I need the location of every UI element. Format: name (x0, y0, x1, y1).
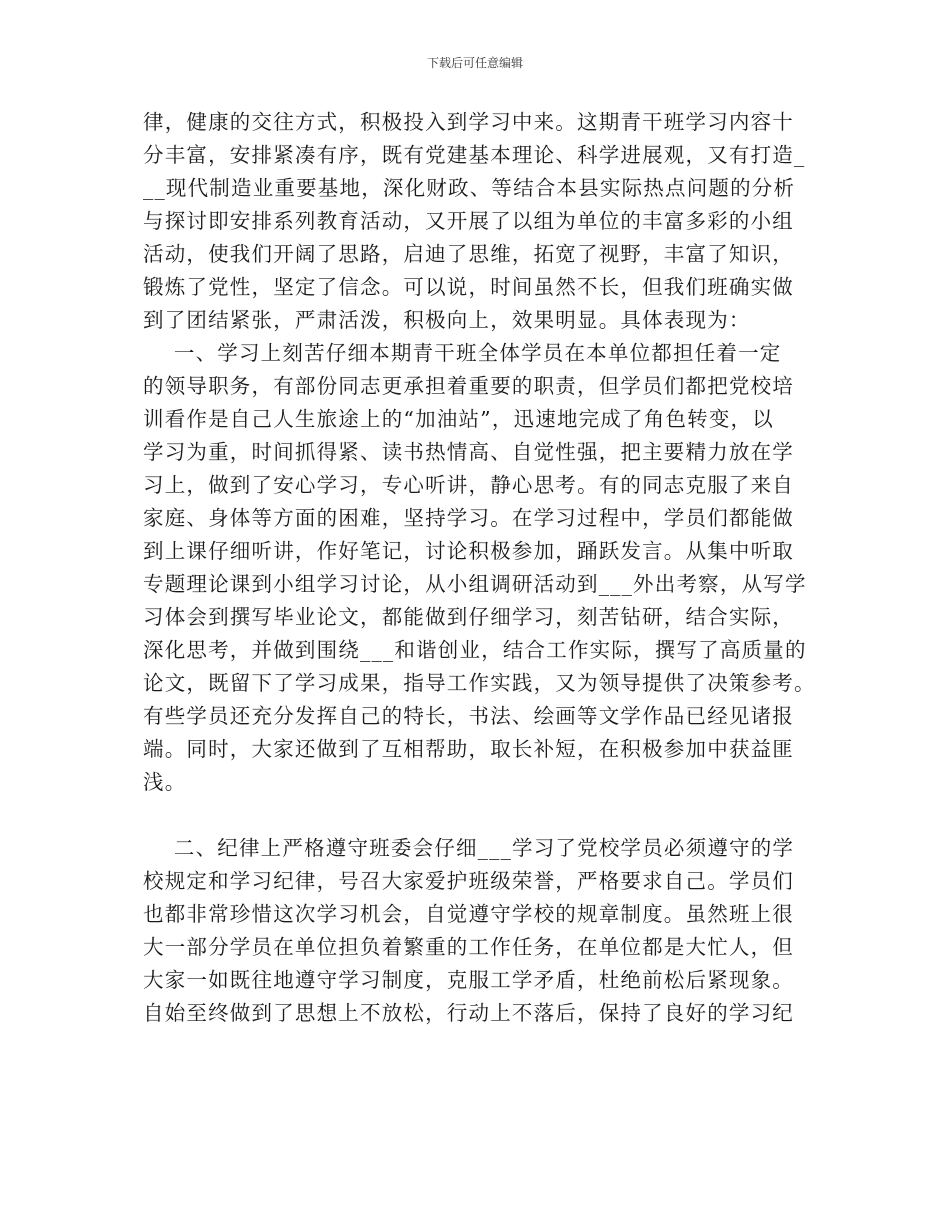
paragraph-2-start: 二、纪律上严格遵守班委会仔细___学习了党校学员必须遵守的学 (143, 836, 795, 860)
text-line: 训看作是自己人生旅途上的“加油站”，迅速地完成了角色转变，以 (143, 407, 774, 431)
text-line: 习体会到撰写毕业论文，都能做到仔细学习，刻苦钻研，结合实际， (143, 605, 794, 629)
text-line: 与探讨即安排系列教育活动，又开展了以组为单位的丰富多彩的小组 (143, 209, 794, 233)
text-line: 的领导职务，有部份同志更承担着重要的职责，但学员们都把党校培 (143, 374, 794, 398)
body-text (143, 106, 833, 1030)
text-line: 有些学员还充分发挥自己的特长，书法、绘画等文学作品已经见诸报 (143, 704, 794, 728)
text-line: 到了团结紧张，严肃活泼，积极向上，效果明显。具体表现为： (143, 308, 751, 332)
text-line: 学习为重，时间抓得紧、读书热情高、自觉性强，把主要精力放在学 (143, 440, 794, 464)
text-line: 校规定和学习纪律，号召大家爱护班级荣誉，严格要求自己。学员们 (143, 869, 794, 893)
paragraph-spacer (143, 799, 833, 832)
text-line: 家庭、身体等方面的困难，坚持学习。在学习过程中，学员们都能做 (143, 506, 794, 530)
paragraph-1-start: 一、学习上刻苦仔细本期青干班全体学员在本单位都担任着一定 (143, 341, 782, 365)
text-line: __现代制造业重要基地，深化财政、等结合本县实际热点问题的分析 (143, 176, 796, 200)
text-line: 也都非常珍惜这次学习机会，自觉遵守学校的规章制度。虽然班上很 (143, 902, 794, 926)
text-line: 律，健康的交往方式，积极投入到学习中来。这期青干班学习内容十 (143, 110, 794, 134)
page-header: 下载后可任意编辑 (426, 56, 523, 70)
text-line: 活动，使我们开阔了思路，启迪了思维，拓宽了视野，丰富了知识， (143, 242, 794, 266)
text-line: 大一部分学员在单位担负着繁重的工作任务，在单位都是大忙人，但 (143, 935, 794, 959)
text-line: 习上，做到了安心学习，专心听讲，静心思考。有的同志克服了来自 (143, 473, 794, 497)
text-line: 端。同时，大家还做到了互相帮助，取长补短，在积极参加中获益匪 (143, 737, 794, 761)
text-line: 浅。 (143, 770, 187, 794)
text-line: 锻炼了党性，坚定了信念。可以说，时间虽然不长，但我们班确实做 (143, 275, 794, 299)
text-line: 到上课仔细听讲，作好笔记，讨论积极参加，踊跃发言。从集中听取 (143, 539, 794, 563)
text-line: 深化思考，并做到围绕___和谐创业，结合工作实际，撰写了高质量的 (143, 638, 807, 662)
text-line: 自始至终做到了思想上不放松，行动上不落后，保持了良好的学习纪 (143, 1001, 794, 1025)
text-line: 论文，既留下了学习成果，指导工作实践，又为领导提供了决策参考。 (143, 671, 816, 695)
text-line: 专题理论课到小组学习讨论，从小组调研活动到___外出考察，从写学 (143, 572, 807, 596)
text-line: 大家一如既往地遵守学习制度，克服工学矛盾，杜绝前松后紧现象。 (143, 968, 794, 992)
text-line: 分丰富，安排紧凑有序，既有党建基本理论、科学进展观，又有打造_ (143, 143, 806, 167)
